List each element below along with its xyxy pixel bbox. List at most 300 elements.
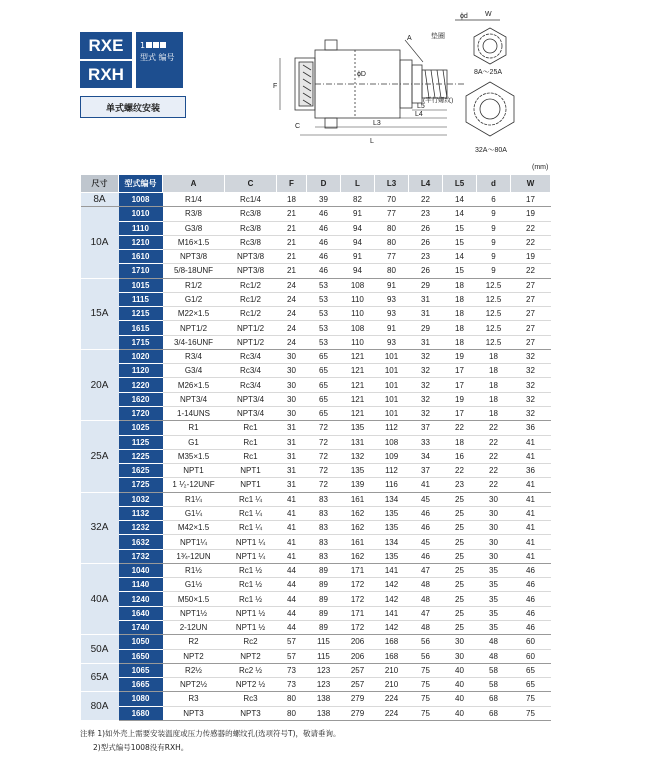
table-cell: 75 (409, 706, 443, 720)
table-cell: 30 (443, 649, 477, 663)
table-cell: 75 (409, 663, 443, 677)
table-cell: 36 (511, 464, 551, 478)
model-code-cell: 1010 (119, 207, 163, 221)
table-cell: 65 (511, 663, 551, 677)
table-cell: 73 (277, 663, 307, 677)
table-cell: 37 (409, 464, 443, 478)
table-cell: 35 (477, 606, 511, 620)
table-cell: 68 (477, 692, 511, 706)
model-code-cell: 1220 (119, 378, 163, 392)
series-code-caption: 型式 编号 (140, 53, 175, 62)
table-cell: 121 (341, 364, 375, 378)
table-cell: 60 (511, 649, 551, 663)
table-cell: 56 (409, 649, 443, 663)
table-cell: 89 (307, 592, 341, 606)
table-cell: 121 (341, 392, 375, 406)
table-cell: 25 (443, 506, 477, 520)
table-row (81, 221, 551, 235)
table-cell: 35 (477, 563, 511, 577)
table-cell: 12.5 (477, 292, 511, 306)
table-row (81, 521, 551, 535)
table-cell: 21 (277, 221, 307, 235)
model-code-cell: 1050 (119, 635, 163, 649)
table-cell: 22 (477, 449, 511, 463)
range-label-large: 32A～80A (475, 147, 507, 154)
table-cell: 115 (307, 649, 341, 663)
table-cell: 101 (375, 378, 409, 392)
table-cell: M26×1.5 (163, 378, 225, 392)
table-cell: 41 (277, 492, 307, 506)
table-cell: 18 (477, 349, 511, 363)
table-cell: 31 (277, 449, 307, 463)
model-code-cell: 1040 (119, 563, 163, 577)
placeholder-square-icon (160, 42, 166, 48)
table-cell: 75 (511, 706, 551, 720)
table-cell: R1/4 (163, 193, 225, 207)
table-cell: 60 (511, 635, 551, 649)
dim-label-w: W (485, 11, 492, 18)
table-cell: 77 (375, 250, 409, 264)
table-cell: 46 (511, 620, 551, 634)
table-cell: Rc1 ½ (225, 563, 277, 577)
table-cell: 25 (443, 521, 477, 535)
table-cell: 89 (307, 578, 341, 592)
table-cell: 1¾-12UN (163, 549, 225, 563)
table-cell: 19 (443, 349, 477, 363)
table-cell: Rc3/8 (225, 235, 277, 249)
table-cell: 31 (277, 435, 307, 449)
table-cell: 46 (511, 578, 551, 592)
table-cell: 45 (409, 535, 443, 549)
table-cell: 91 (341, 207, 375, 221)
table-cell: 32 (409, 406, 443, 420)
table-cell: 18 (477, 406, 511, 420)
model-code-cell: 1120 (119, 364, 163, 378)
table-cell: 12.5 (477, 278, 511, 292)
table-cell: 22 (477, 464, 511, 478)
table-cell: NPT1 (225, 464, 277, 478)
table-cell: 131 (341, 435, 375, 449)
table-cell: 26 (409, 235, 443, 249)
model-code-cell: 1710 (119, 264, 163, 278)
table-row (81, 563, 551, 577)
table-cell: 35 (477, 578, 511, 592)
table-cell: 53 (307, 321, 341, 335)
table-cell: 36 (511, 421, 551, 435)
table-cell: 257 (341, 678, 375, 692)
model-code-cell: 1210 (119, 235, 163, 249)
column-header: 型式编号 (119, 175, 163, 193)
table-cell: 19 (443, 392, 477, 406)
table-cell: 32 (409, 364, 443, 378)
table-cell: 65 (307, 364, 341, 378)
model-code-cell: 1115 (119, 292, 163, 306)
table-cell: 30 (477, 535, 511, 549)
table-cell: NPT1¼ (163, 535, 225, 549)
table-cell: 53 (307, 292, 341, 306)
table-cell: 17 (511, 193, 551, 207)
table-cell: 53 (307, 307, 341, 321)
table-cell: 27 (511, 278, 551, 292)
table-cell: 135 (375, 521, 409, 535)
model-code-cell: 1125 (119, 435, 163, 449)
table-cell: 9 (477, 250, 511, 264)
table-cell: 18 (443, 278, 477, 292)
table-cell: 75 (409, 692, 443, 706)
table-cell: 101 (375, 349, 409, 363)
table-cell: 123 (307, 663, 341, 677)
table-cell: 138 (307, 692, 341, 706)
table-cell: 75 (409, 678, 443, 692)
table-body (81, 193, 551, 721)
table-cell: 257 (341, 663, 375, 677)
table-cell: 44 (277, 620, 307, 634)
table-cell: 115 (307, 635, 341, 649)
table-cell: 41 (277, 521, 307, 535)
table-cell: 72 (307, 421, 341, 435)
table-row (81, 335, 551, 349)
model-code-cell: 1632 (119, 535, 163, 549)
table-cell: 9 (477, 207, 511, 221)
table-cell: 26 (409, 221, 443, 235)
model-code-cell: 1132 (119, 506, 163, 520)
table-cell: 41 (511, 549, 551, 563)
table-cell: 138 (307, 706, 341, 720)
table-cell: 121 (341, 406, 375, 420)
table-cell: 68 (477, 706, 511, 720)
table-cell: 82 (341, 193, 375, 207)
table-row (81, 635, 551, 649)
table-cell: 53 (307, 335, 341, 349)
table-cell: 40 (443, 663, 477, 677)
model-code-cell: 1680 (119, 706, 163, 720)
table-cell: 30 (277, 364, 307, 378)
table-cell: Rc3/8 (225, 207, 277, 221)
table-cell: 93 (375, 335, 409, 349)
table-cell: NPT3 (163, 706, 225, 720)
table-cell: Rc1/2 (225, 307, 277, 321)
table-cell: 3/4-16UNF (163, 335, 225, 349)
table-cell: 24 (277, 307, 307, 321)
table-cell: 135 (375, 549, 409, 563)
table-cell: R1½ (163, 563, 225, 577)
table-cell: 110 (341, 335, 375, 349)
table-cell: 1-14UNS (163, 406, 225, 420)
table-cell: 44 (277, 563, 307, 577)
table-cell: 44 (277, 606, 307, 620)
table-cell: 44 (277, 592, 307, 606)
joint-side-view (295, 40, 465, 128)
table-cell: 41 (511, 506, 551, 520)
table-cell: 15 (443, 235, 477, 249)
table-cell: Rc1 (225, 435, 277, 449)
table-row (81, 364, 551, 378)
table-cell: 94 (341, 221, 375, 235)
end-view-small (455, 20, 506, 64)
model-code-cell: 1715 (119, 335, 163, 349)
table-cell: 31 (409, 292, 443, 306)
column-header: L4 (409, 175, 443, 193)
model-code-cell: 1732 (119, 549, 163, 563)
mount-type-label: 单式螺纹安装 (80, 96, 186, 118)
table-cell: 12.5 (477, 321, 511, 335)
table-cell: R1¼ (163, 492, 225, 506)
table-cell: 18 (477, 378, 511, 392)
table-cell: 27 (511, 321, 551, 335)
table-cell: NPT1/2 (163, 321, 225, 335)
table-cell: 2-12UN (163, 620, 225, 634)
table-cell: 65 (307, 392, 341, 406)
table-row (81, 307, 551, 321)
dim-label-l4: L4 (415, 111, 423, 118)
table-cell: 22 (511, 264, 551, 278)
table-row (81, 492, 551, 506)
table-cell: 108 (375, 435, 409, 449)
table-cell: 206 (341, 635, 375, 649)
table-cell: G3/4 (163, 364, 225, 378)
table-cell: 72 (307, 478, 341, 492)
table-cell: 72 (307, 435, 341, 449)
table-cell: 46 (409, 549, 443, 563)
table-cell: 41 (511, 478, 551, 492)
table-cell: 15 (443, 221, 477, 235)
table-cell: 206 (341, 649, 375, 663)
table-cell: 41 (277, 506, 307, 520)
table-cell: 30 (277, 378, 307, 392)
table-cell: M50×1.5 (163, 592, 225, 606)
table-cell: 30 (277, 349, 307, 363)
table-cell: 25 (443, 563, 477, 577)
table-cell: 41 (511, 449, 551, 463)
table-cell: 17 (443, 364, 477, 378)
table-cell: 22 (511, 235, 551, 249)
table-cell: NPT3/8 (163, 250, 225, 264)
table-cell: 224 (375, 692, 409, 706)
table-cell: 41 (511, 435, 551, 449)
table-cell: Rc2 (225, 635, 277, 649)
table-cell: 142 (375, 592, 409, 606)
table-row (81, 292, 551, 306)
size-cell: 40A (81, 563, 119, 634)
model-code-cell: 1740 (119, 620, 163, 634)
table-cell: G1¼ (163, 506, 225, 520)
table-cell: 27 (511, 307, 551, 321)
model-code-cell: 1080 (119, 692, 163, 706)
table-cell: R3/8 (163, 207, 225, 221)
table-cell: 93 (375, 292, 409, 306)
table-cell: NPT1/2 (225, 321, 277, 335)
model-code-cell: 1665 (119, 678, 163, 692)
table-cell: 48 (477, 635, 511, 649)
table-cell: 172 (341, 578, 375, 592)
dim-label-f: F (273, 83, 278, 90)
model-code-cell: 1610 (119, 250, 163, 264)
table-cell: 48 (409, 592, 443, 606)
table-cell: R3/4 (163, 349, 225, 363)
table-cell: 108 (341, 278, 375, 292)
table-cell: 94 (341, 264, 375, 278)
table-cell: 30 (277, 406, 307, 420)
series-code-prefix: 1 (140, 41, 146, 50)
table-cell: 41 (511, 492, 551, 506)
table-cell: 101 (375, 406, 409, 420)
table-cell: NPT2½ (163, 678, 225, 692)
table-cell: 210 (375, 678, 409, 692)
table-row (81, 535, 551, 549)
table-cell: 121 (341, 349, 375, 363)
table-cell: Rc1/4 (225, 193, 277, 207)
table-cell: 18 (477, 364, 511, 378)
table-cell: 89 (307, 563, 341, 577)
table-row (81, 620, 551, 634)
table-cell: 40 (443, 706, 477, 720)
table-cell: 32 (409, 349, 443, 363)
model-code-cell: 1225 (119, 449, 163, 463)
table-row (81, 207, 551, 221)
table-row (81, 193, 551, 207)
table-cell: 171 (341, 606, 375, 620)
column-header: L (341, 175, 375, 193)
table-cell: 93 (375, 307, 409, 321)
table-cell: Rc1 ¼ (225, 521, 277, 535)
table-cell: 65 (307, 378, 341, 392)
table-cell: 30 (477, 506, 511, 520)
table-cell: 46 (511, 606, 551, 620)
table-cell: NPT3 (225, 706, 277, 720)
dim-label-gasket: 垫圈 (431, 33, 445, 40)
table-cell: 46 (511, 563, 551, 577)
table-cell: 32 (511, 364, 551, 378)
table-cell: 6 (477, 193, 511, 207)
table-cell: 18 (443, 435, 477, 449)
table-cell: 172 (341, 592, 375, 606)
column-header: C (225, 175, 277, 193)
table-cell: 135 (375, 506, 409, 520)
model-code-cell: 1025 (119, 421, 163, 435)
table-cell: 9 (477, 264, 511, 278)
table-cell: NPT2 ½ (225, 678, 277, 692)
table-cell: 162 (341, 521, 375, 535)
table-cell: 83 (307, 506, 341, 520)
table-cell: 168 (375, 635, 409, 649)
table-cell: Rc1 ¼ (225, 492, 277, 506)
size-cell: 80A (81, 692, 119, 721)
table-cell: 32 (511, 392, 551, 406)
size-cell: 8A (81, 193, 119, 207)
table-cell: 46 (511, 592, 551, 606)
table-cell: 46 (307, 235, 341, 249)
model-code-cell: 1140 (119, 578, 163, 592)
table-cell: 12.5 (477, 307, 511, 321)
table-cell: NPT3/4 (225, 406, 277, 420)
placeholder-square-icon (153, 42, 159, 48)
table-cell: 279 (341, 706, 375, 720)
table-cell: 91 (341, 250, 375, 264)
table-cell: 46 (307, 264, 341, 278)
table-cell: 48 (409, 620, 443, 634)
table-cell: 22 (477, 435, 511, 449)
table-cell: 65 (307, 349, 341, 363)
model-code-cell: 1110 (119, 221, 163, 235)
table-cell: 25 (443, 492, 477, 506)
dim-label-parallel: (平行螺纹) (423, 97, 454, 104)
table-cell: 30 (477, 549, 511, 563)
table-row (81, 549, 551, 563)
table-cell: R2½ (163, 663, 225, 677)
table-cell: 142 (375, 620, 409, 634)
table-cell: 58 (477, 663, 511, 677)
table-cell: 16 (443, 449, 477, 463)
table-row (81, 264, 551, 278)
table-cell: 70 (375, 193, 409, 207)
table-cell: 110 (341, 307, 375, 321)
table-cell: 22 (409, 193, 443, 207)
table-cell: 161 (341, 535, 375, 549)
table-cell: 141 (375, 563, 409, 577)
model-code-cell: 1015 (119, 278, 163, 292)
table-cell: 80 (375, 264, 409, 278)
table-cell: R3 (163, 692, 225, 706)
model-code-cell: 1020 (119, 349, 163, 363)
table-cell: 72 (307, 464, 341, 478)
table-cell: 1 ⅟₂-12UNF (163, 478, 225, 492)
dim-label-l: L (370, 138, 374, 145)
table-cell: 40 (443, 692, 477, 706)
dim-label-l5: L5 (417, 103, 425, 110)
table-cell: 32 (409, 378, 443, 392)
table-cell: 80 (277, 692, 307, 706)
table-cell: 142 (375, 578, 409, 592)
dim-label-c: C (295, 123, 301, 130)
table-cell: 30 (477, 521, 511, 535)
table-cell: 14 (443, 193, 477, 207)
table-cell: Rc1/2 (225, 278, 277, 292)
table-cell: 25 (443, 606, 477, 620)
table-cell: NPT2 (225, 649, 277, 663)
table-cell: 40 (443, 678, 477, 692)
table-cell: NPT3/8 (225, 250, 277, 264)
table-cell: 14 (443, 250, 477, 264)
table-cell: 31 (409, 335, 443, 349)
table-cell: M35×1.5 (163, 449, 225, 463)
dimension-table (80, 174, 551, 721)
dimension-drawing (255, 10, 545, 155)
table-row (81, 321, 551, 335)
table-cell: 25 (443, 620, 477, 634)
table-cell: 112 (375, 464, 409, 478)
table-row (81, 606, 551, 620)
table-cell: 25 (443, 592, 477, 606)
end-view-large (466, 82, 514, 136)
table-cell: NPT1 (163, 464, 225, 478)
table-cell: 27 (511, 292, 551, 306)
table-cell: 18 (477, 392, 511, 406)
table-cell: 41 (409, 478, 443, 492)
table-cell: 44 (277, 578, 307, 592)
size-cell: 15A (81, 278, 119, 349)
table-cell: 121 (341, 378, 375, 392)
unit-label: (mm) (532, 164, 549, 171)
table-cell: M16×1.5 (163, 235, 225, 249)
table-cell: 24 (277, 321, 307, 335)
table-cell: Rc3/4 (225, 364, 277, 378)
table-cell: 141 (375, 606, 409, 620)
table-cell: 41 (277, 549, 307, 563)
column-header: 尺寸 (81, 175, 119, 193)
table-cell: 80 (277, 706, 307, 720)
table-cell: 21 (277, 264, 307, 278)
dim-label-l3: L3 (373, 120, 381, 127)
